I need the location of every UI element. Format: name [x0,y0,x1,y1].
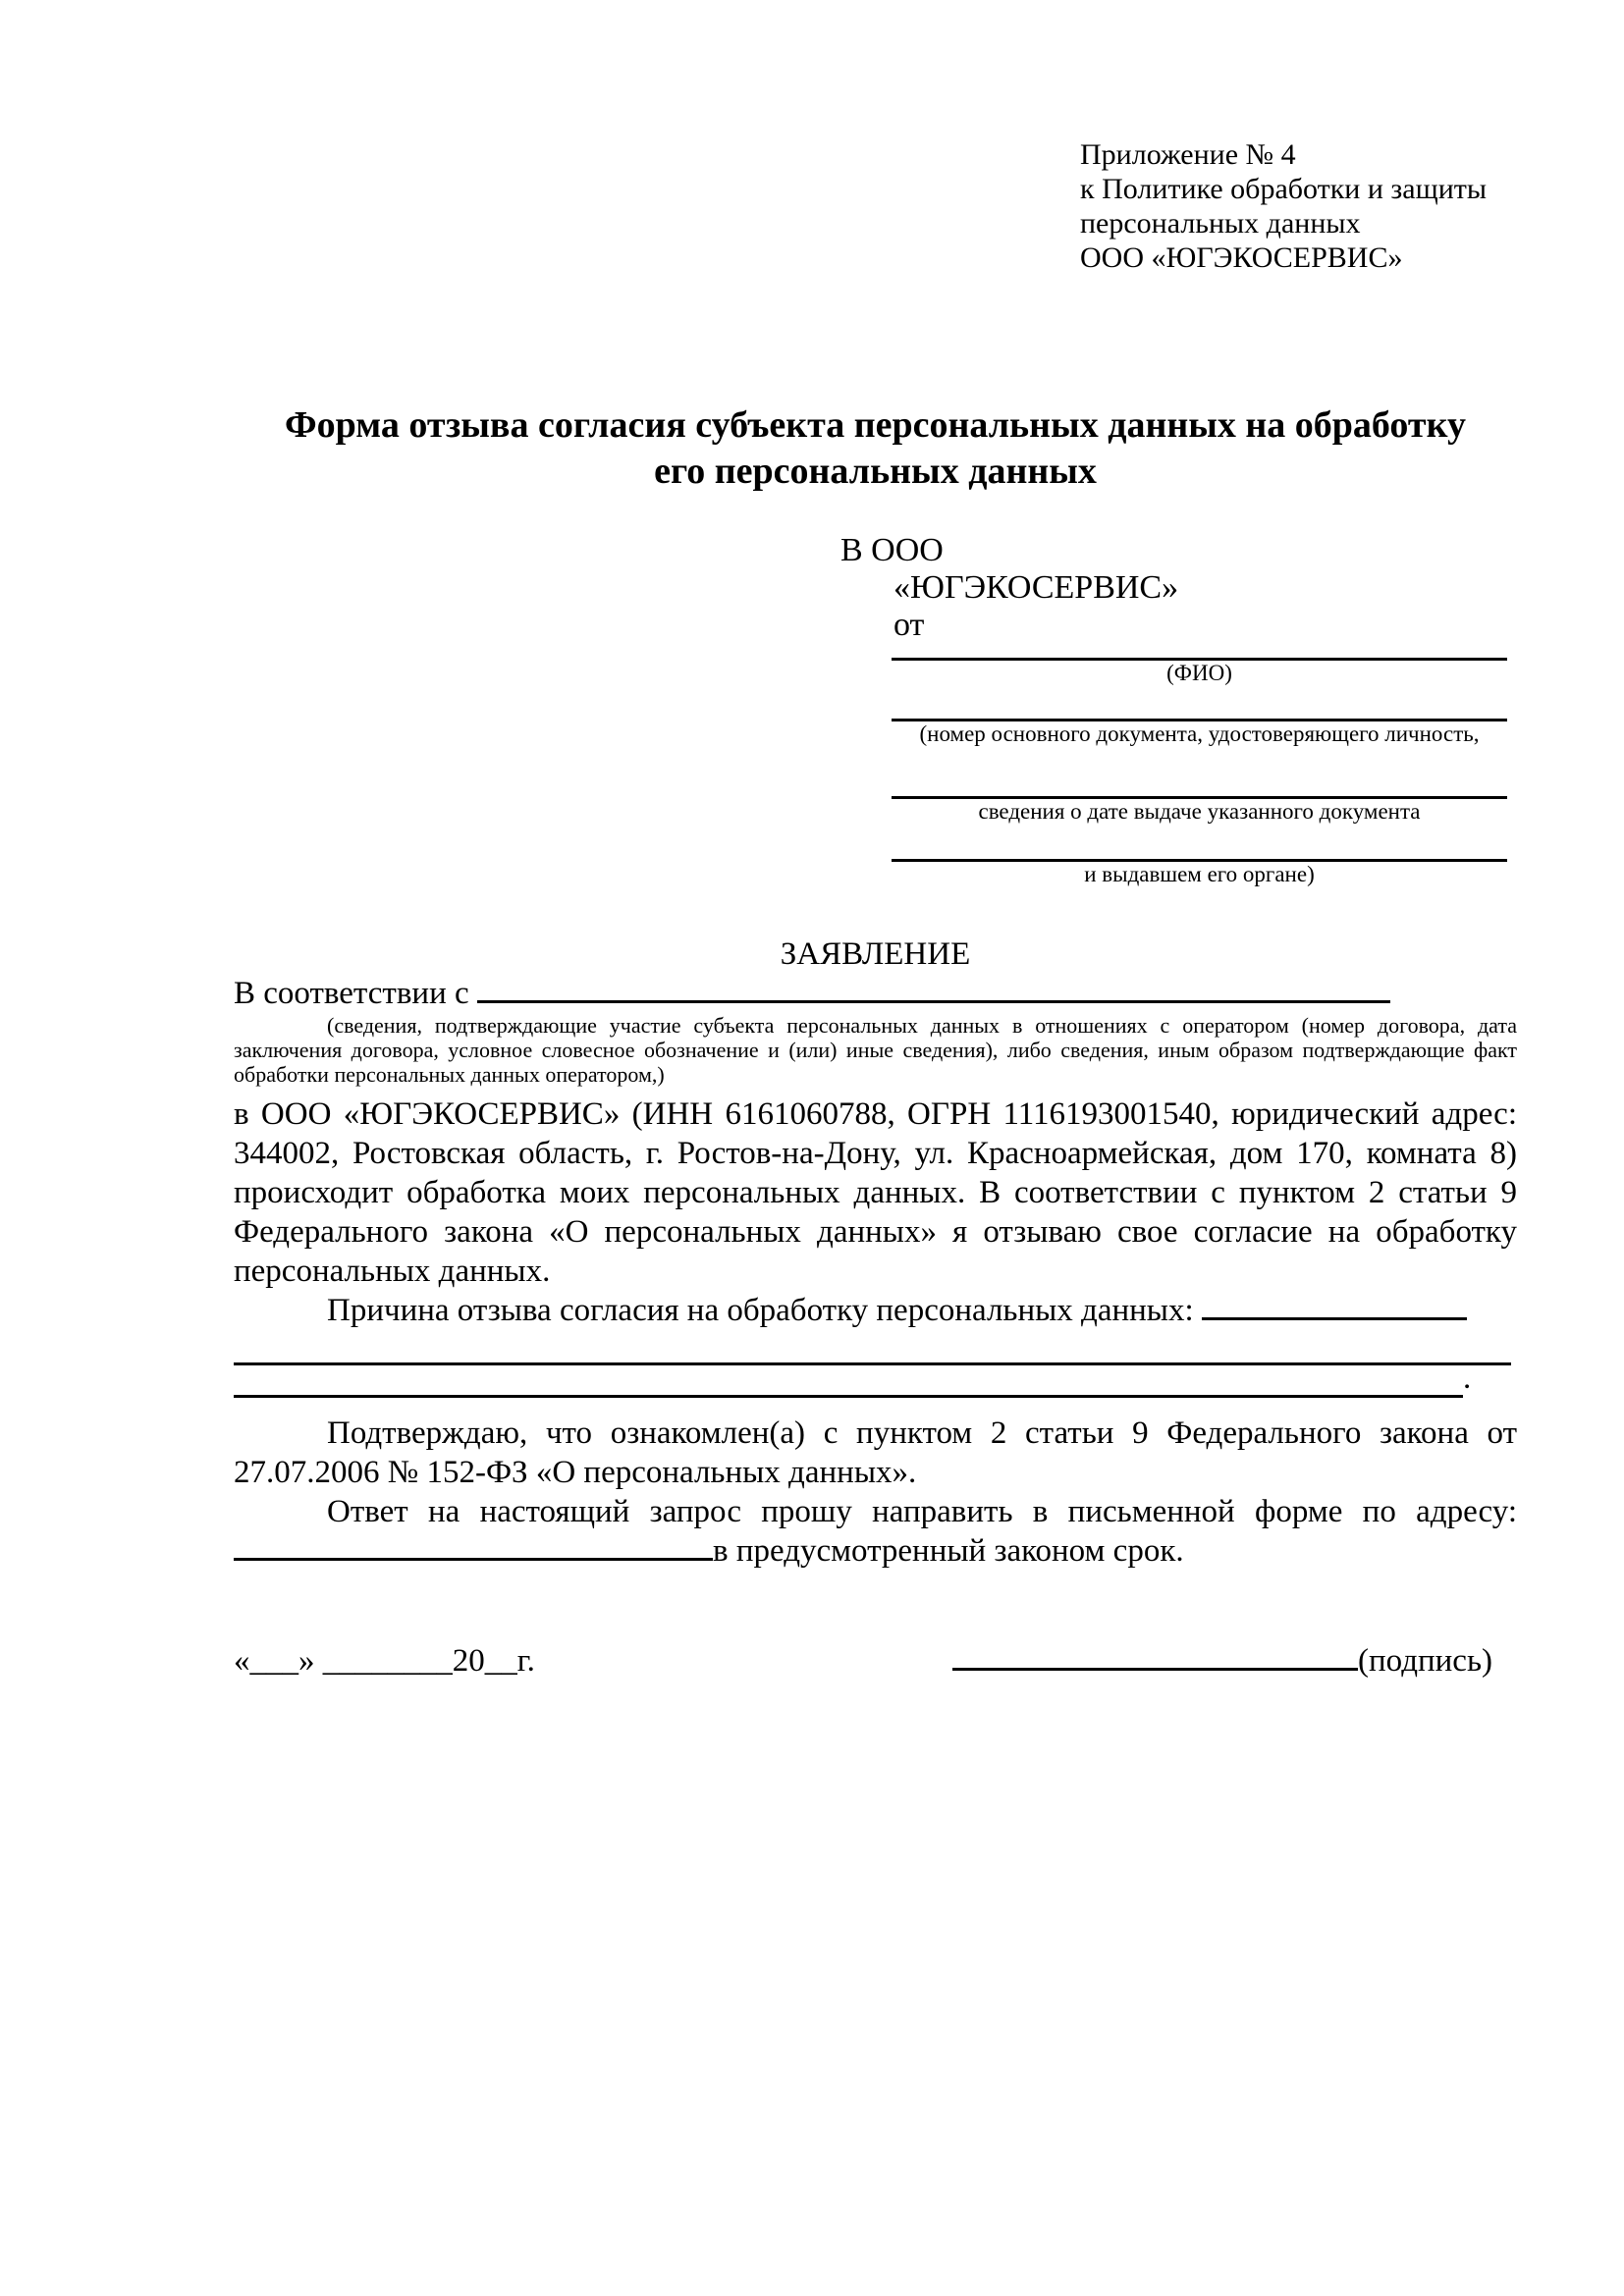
basis-input-line[interactable] [477,999,1390,1003]
reply-request-suffix: в предусмотренный законом срок. [713,1533,1184,1569]
signature-caption: (подпись) [1358,1643,1492,1679]
header-note-line: к Политике обработки и защиты [1080,173,1488,205]
header-note-line: персональных данных [1080,207,1361,240]
issuing-authority-caption: и выдавшем его органе) [1084,862,1315,886]
statement-heading: ЗАЯВЛЕНИЕ [780,936,971,972]
signature-group [952,1641,1492,1681]
statement-body-text: в ООО «ЮГЭКОСЕРВИС» (ИНН 6161060788, ОГРН 1116193001540, юридический адрес: 344002, Ростовская область, г. Ростов-на-Дону, ул. Красноармейская, дом 170, комната 8) происходит обработка моих персональных данных. В соответствии с пунктом 2 статьи 9 Федерального закона «О персональных данных» я отзываю свое согласие на обработку персональных данных. [234,1096,1517,1289]
reason-label: Причина отзыва согласия на обработку персональных данных: [327,1293,1194,1328]
signoff-row [234,1641,1517,1681]
header-note [1080,137,1542,275]
addressee-line-org: «ЮГЭКОСЕРВИС» [893,569,1179,606]
issuing-authority-field [892,857,1507,887]
header-note-line: ООО «ЮГЭКОСЕРВИС» [1080,241,1403,274]
document-number-caption: (номер основного документа, удостоверяющего личность, [919,721,1480,746]
reason-input-row-3 [234,1361,1517,1398]
reason-input-line-3[interactable] [234,1362,1463,1398]
footnote-text: (сведения, подтверждающие участие субъекта персональных данных в отношениях с оператором (номер договора, дата заключения договора, условное словесное обозначение и (или) иные сведения), либо сведения, иным образом подтверждающие факт обработки персональных данных оператором,) [234,1013,1517,1087]
reason-input-line-1[interactable] [1202,1316,1467,1320]
intro-text: В соответствии с [234,976,469,1011]
document-title-line: его персональных данных [654,451,1097,492]
reason-line [234,1291,1517,1330]
document-title-line: Форма отзыва согласия субъекта персональных данных на обработку [285,404,1466,446]
fio-field [892,656,1507,686]
date-blank[interactable]: «___» ________20__г. [234,1643,535,1679]
reply-request-text: Ответ на настоящий запрос прошу направить в письменной форме по адресу: [327,1494,1517,1529]
signature-input-line[interactable] [952,1667,1358,1671]
document-title [234,402,1517,495]
identity-fields [892,656,1507,887]
reason-period: . [1463,1361,1472,1396]
intro-line [234,974,1517,1013]
reply-address-input-line[interactable] [234,1557,713,1561]
reason-input-line-2[interactable] [234,1330,1511,1365]
addressee-line-from: от [893,607,925,643]
reply-request-line [234,1492,1517,1571]
addressee-line-to: В ООО [840,532,944,568]
document-number-field [892,717,1507,747]
header-note-line: Приложение № 4 [1080,138,1296,171]
confirmation-text: Подтверждаю, что ознакомлен(а) с пунктом 2 статьи 9 Федерального закона от 27.07.2006 № 152-ФЗ «О персональных данных». [234,1415,1517,1490]
issue-date-caption: сведения о дате выдаче указанного документа [978,799,1421,824]
fio-caption: (ФИО) [1166,661,1232,685]
issue-date-field [892,794,1507,825]
statement-section [234,934,1517,1681]
addressee-block [840,532,1178,644]
